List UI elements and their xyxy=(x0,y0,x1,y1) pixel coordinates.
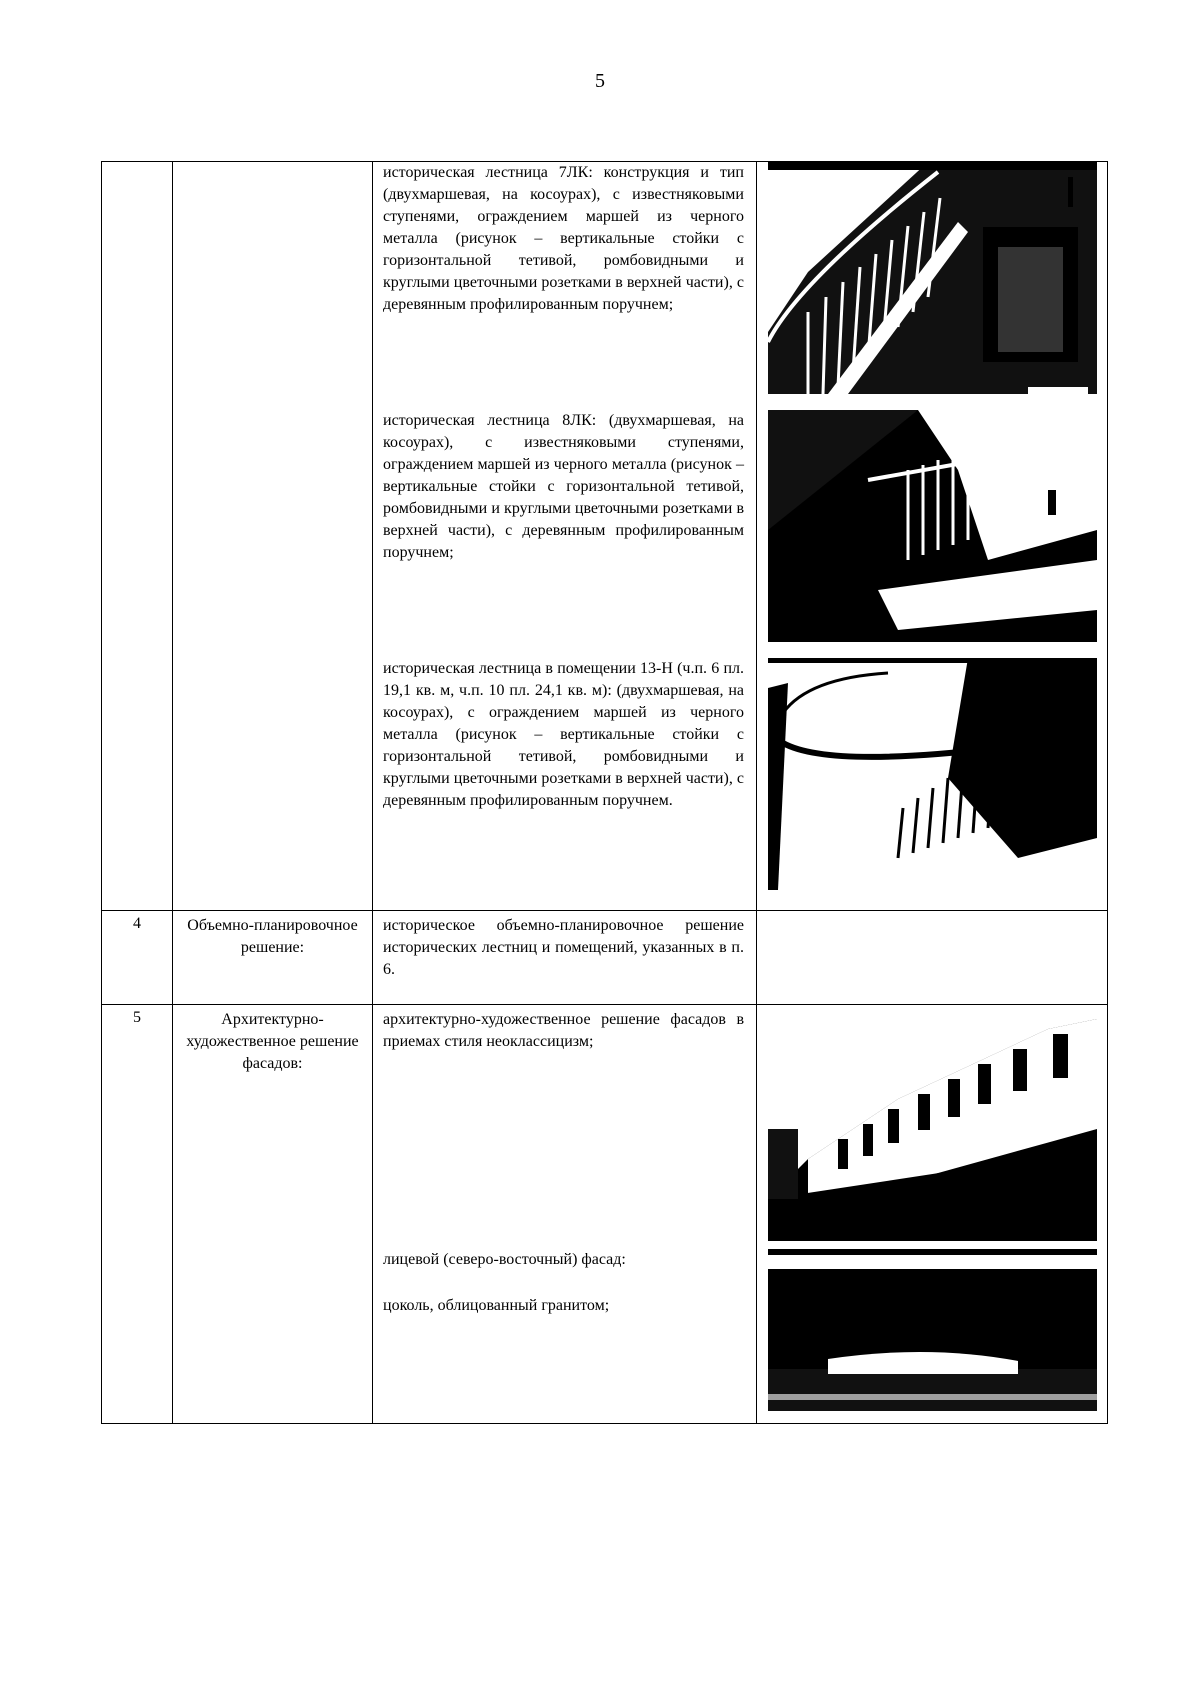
facade-style-text: архитектурно-художественное решение фасадов в приемах стиля неоклассицизм; xyxy=(383,1011,744,1050)
plinth-photo xyxy=(768,1249,1097,1411)
row-number: 4 xyxy=(133,915,141,932)
description-cell xyxy=(373,911,757,1005)
table-row xyxy=(102,911,1108,1005)
photo-cell xyxy=(757,162,1108,911)
row-number-cell xyxy=(102,162,173,911)
staircase-7lk-text: историческая лестница 7ЛК: конструкция и тип (двухмаршевая, на косоурах), с известняковыми ступенями, ограждением маршей из черного металла (рисунок – вертикальные стойки с горизонтальной тетивой, ромбовидными и круглыми цветочными розетками в верхней части), с деревянным профилированным поручнем; xyxy=(383,164,744,313)
row-name xyxy=(173,162,372,166)
staircase-13n-text: историческая лестница в помещении 13-Н (ч.п. 6 пл. 19,1 кв. м, ч.п. 10 пл. 24,1 кв. м): (двухмаршевая, на косоурах), с ограждением маршей из черного металла (рисунок – вертикальные стойки с горизонтальной тетивой, ромбовидными и круглыми цветочными розетками в верхней части), с деревянным профилированным поручнем. xyxy=(383,660,744,809)
description-cell xyxy=(373,162,757,911)
facade-photo xyxy=(768,1009,1097,1241)
row-number-cell xyxy=(102,1005,173,1424)
table-row xyxy=(102,162,1108,911)
row-number xyxy=(102,162,172,166)
staircase-8lk-text: историческая лестница 8ЛК: (двухмаршевая, на косоурах), с известняковыми ступенями, ограждением маршей из черного металла (рисунок – вертикальные стойки с горизонтальной тетивой, ромбовидными и круглыми цветочными розетками в верхней части), с деревянным профилированным поручнем; xyxy=(383,412,744,561)
row-name: Объемно-планировочное решение: xyxy=(187,917,358,956)
plinth-granite-text: цоколь, облицованный гранитом; xyxy=(383,1297,610,1314)
row-number: 5 xyxy=(133,1009,141,1026)
volume-planning-text: историческое объемно-планировочное решение исторических лестниц и помещений, указанных в п. 6. xyxy=(383,917,744,978)
description-cell xyxy=(373,1005,757,1424)
row-name: Архитектурно-художественное решение фасадов: xyxy=(186,1011,359,1072)
staircase-8lk-photo xyxy=(768,410,1097,642)
row-name-cell xyxy=(173,911,373,1005)
monument-subject-table xyxy=(101,161,1108,1424)
photo-cell xyxy=(757,911,1108,1005)
staircase-7lk-photo xyxy=(768,162,1097,394)
page-number: 5 xyxy=(595,70,605,92)
photo-cell xyxy=(757,1005,1108,1424)
table-row xyxy=(102,1005,1108,1424)
row-name-cell xyxy=(173,162,373,911)
row-name-cell xyxy=(173,1005,373,1424)
row-number-cell xyxy=(102,911,173,1005)
staircase-13n-photo xyxy=(768,658,1097,890)
main-facade-heading: лицевой (северо-восточный) фасад: xyxy=(383,1251,626,1268)
